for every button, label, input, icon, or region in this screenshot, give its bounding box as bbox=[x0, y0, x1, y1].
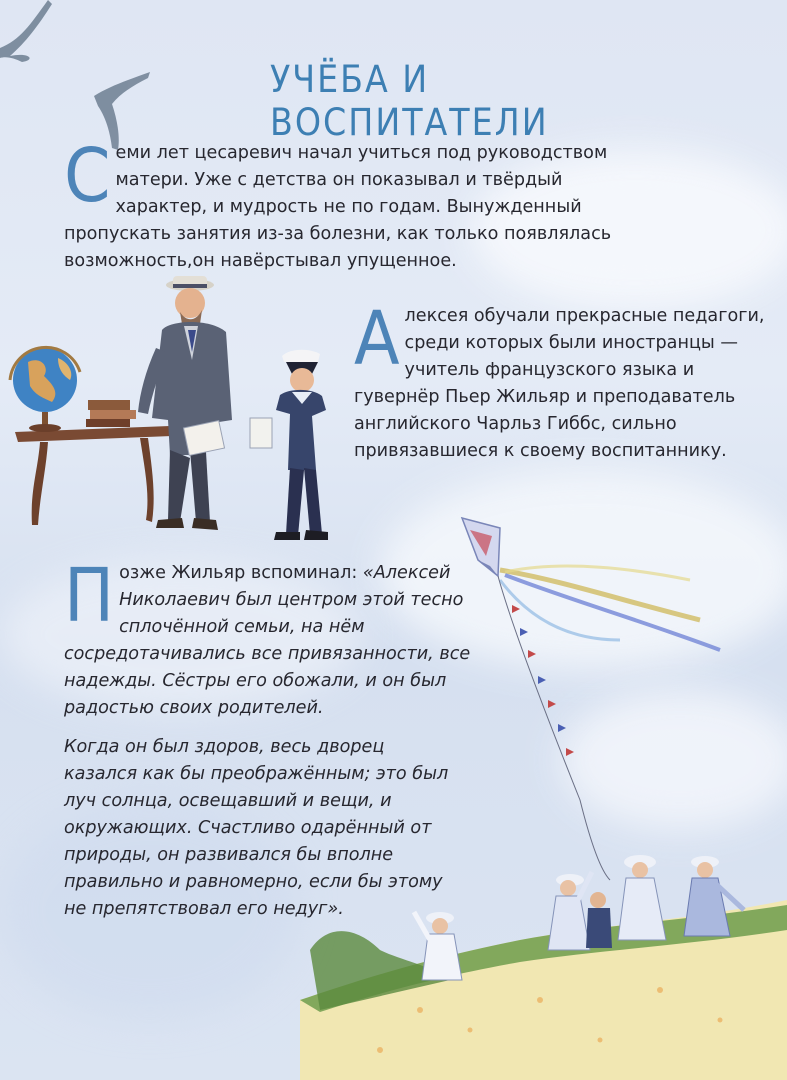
paragraph-3 bbox=[64, 553, 484, 722]
paragraph-2 bbox=[354, 296, 774, 465]
dropcap: С bbox=[64, 133, 111, 219]
paragraph-4 bbox=[64, 734, 460, 923]
seagulls-illustration bbox=[0, 0, 150, 150]
teacher-and-boy-illustration bbox=[10, 276, 328, 540]
quote-text: Когда он был здоров, весь дворец казался как бы преображённым; это был луч солнца, освещавший и вещи, и окружающих. Счастливо одарённый от природы, он развивался бы вполне правильно и равномерно, если бы этому не препятствовал его недуг». bbox=[64, 737, 449, 919]
page-title: УЧЁБА И ВОСПИТАТЕЛИ bbox=[270, 58, 549, 144]
paragraph-1 bbox=[64, 133, 624, 275]
paragraph-text: лексея обучали прекрасные педагоги, среди которых были иностранцы — учитель французского языка и гувернёр Пьер Жильяр и преподаватель английского Чарльз Гиббс, сильно привязавшиеся к своему воспитаннику. bbox=[354, 306, 765, 461]
quote-text: «Алексей Николаевич был центром этой тесно сплочённой семьи, на нём сосредотачивались все привязанности, все надежды. Сёстры его обожали, и он был радостью своих родителей. bbox=[64, 563, 471, 718]
paragraph-text: еми лет цесаревич начал учиться под руководством матери. Уже с детства он показывал и твёрдый характер, и мудрость не по годам. Вынужденный пропускать занятия из-за болезни, как только появлялась возможность,он навёрстывал упущенное. bbox=[64, 143, 612, 271]
paragraph-text: озже Жильяр вспоминал: bbox=[119, 563, 363, 583]
kite-illustration bbox=[462, 518, 720, 880]
dropcap: А bbox=[354, 296, 400, 382]
dropcap: П bbox=[64, 553, 115, 639]
